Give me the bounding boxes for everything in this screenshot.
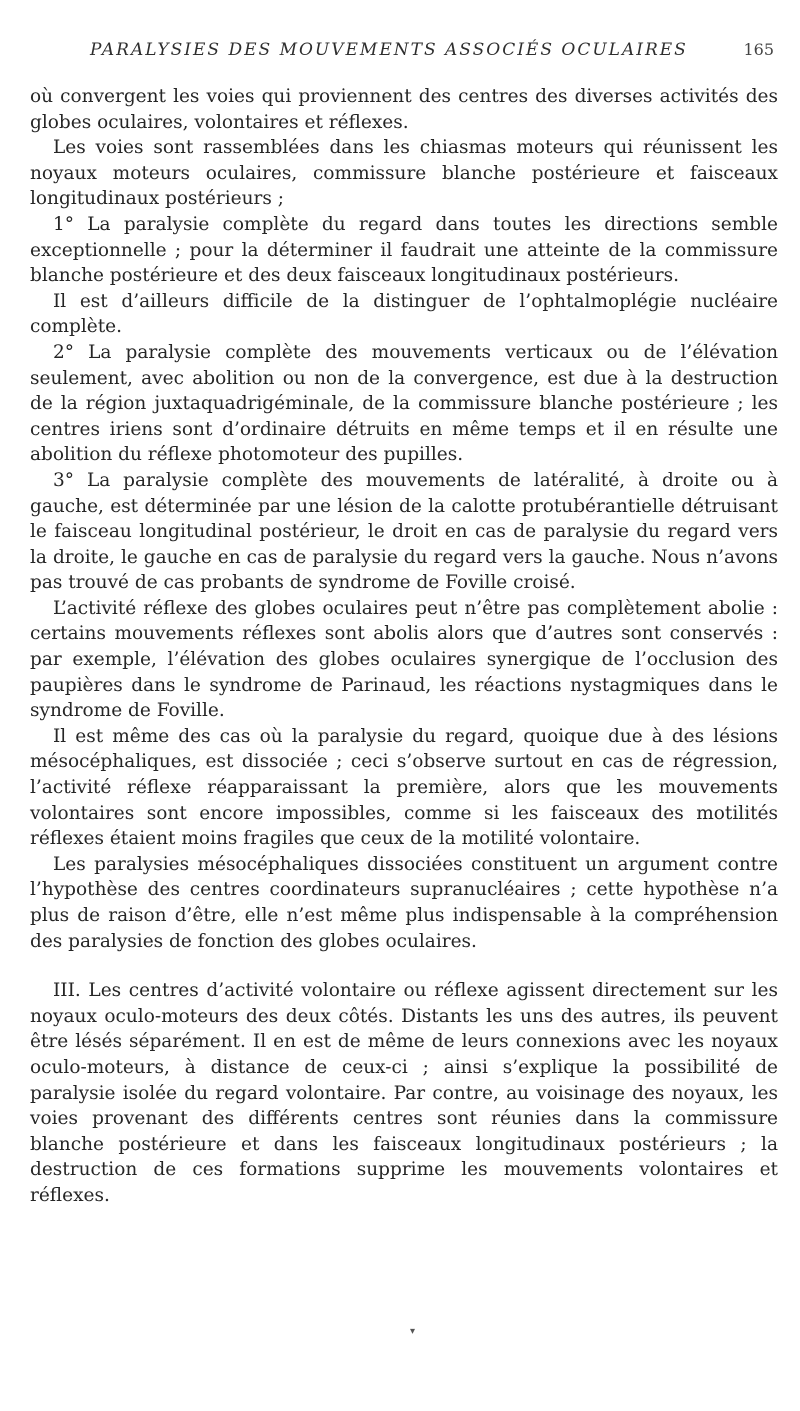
paragraph-point-1: 1° La paralysie complète du regard dans toutes les directions semble exceptionnelle ; pour la déterminer il faudrait une atteinte de la commissure blanche postérieure et des deux faisceaux longitudinaux postérieurs. (30, 213, 778, 287)
paragraph-voies: Les voies sont rassemblées dans les chiasmas moteurs qui réunissent les noyaux moteurs oculaires, commissure blanche postérieure et faisceaux longitudinaux postérieurs ; (30, 137, 778, 210)
print-mark-icon: ▾ (410, 1326, 416, 1337)
paragraph-argument: Les paralysies mésocéphaliques dissociées constituent un argument contre l’hypothèse des centres coordinateurs supranucléaires ; cette hypothèse n’a plus de raison d’être, elle n’est même plus indispensable à la compréhension des paralysies de fonction des globes oculaires. (30, 853, 778, 952)
page-number: 165 (743, 40, 774, 59)
paragraph-point-3: 3° La paralysie complète des mouvements de latéralité, à droite ou à gauche, est déterminée par une lésion de la calotte protubérantielle détruisant le faisceau longitudinal postérieur, le droit en cas de paralysie du regard vers la droite, le gauche en cas de paralysie du regard vers la gauche. Nous n’avons pas trouvé de cas probants de syndrome de Foville croisé. (30, 469, 778, 594)
paragraph-dissociee: Il est même des cas où la paralysie du regard, quoique due à des lésions mésocéphaliques, est dissociée ; ceci s’observe surtout en cas de régression, l’activité réflexe réapparaissant la première, alors que les mouvements volontaires sont encore impossibles, comme si les faisceaux des motilités réflexes étaient moins fragiles que ceux de la motilité volontaire. (30, 725, 778, 850)
running-title: PARALYSIES DES MOUVEMENTS ASSOCIÉS OCULAIRES (90, 40, 688, 60)
book-page (30, 36, 778, 1209)
paragraph-continuation: où convergent les voies qui proviennent des centres des diverses activités des globes oculaires, volontaires et réflexes. (30, 86, 778, 133)
body-text (30, 84, 778, 1209)
paragraph-section-iii: III. Les centres d’activité volontaire ou réflexe agissent directement sur les noyaux oculo-moteurs des deux côtés. Distants les uns des autres, ils peuvent être lésés séparément. Il en est de même de leurs connexions avec les noyaux oculo-moteurs, à distance de ceux-ci ; ainsi s’explique la possibilité de paralysie isolée du regard volontaire. Par contre, au voisinage des noyaux, les voies provenant des différents centres sont réunies dans la commissure blanche postérieure et dans les faisceaux longitudinaux postérieurs ; la destruction de ces formations supprime les mouvements volontaires et réflexes. (30, 980, 778, 1206)
paragraph-activite-reflexe: L’activité réflexe des globes oculaires peut n’être pas complètement abolie : certains mouvements réflexes sont abolis alors que d’autres sont conservés : par exemple, l’élévation des globes oculaires synergique de l’occlusion des paupières dans le syndrome de Parinaud, les réactions nystagmiques dans le syndrome de Foville. (30, 597, 778, 722)
running-head (30, 36, 778, 66)
paragraph-ophtalmoplegie: Il est d’ailleurs difficile de la distinguer de l’ophtalmoplégie nucléaire complète. (30, 290, 778, 338)
paragraph-point-2: 2° La paralysie complète des mouvements verticaux ou de l’élévation seulement, avec abolition ou non de la convergence, est due à la destruction de la région juxtaquadrigéminale, de la commissure blanche postérieure ; les centres iriens sont d’ordinaire détruits en même temps et il en résulte une abolition du réflexe photomoteur des pupilles. (30, 341, 778, 466)
